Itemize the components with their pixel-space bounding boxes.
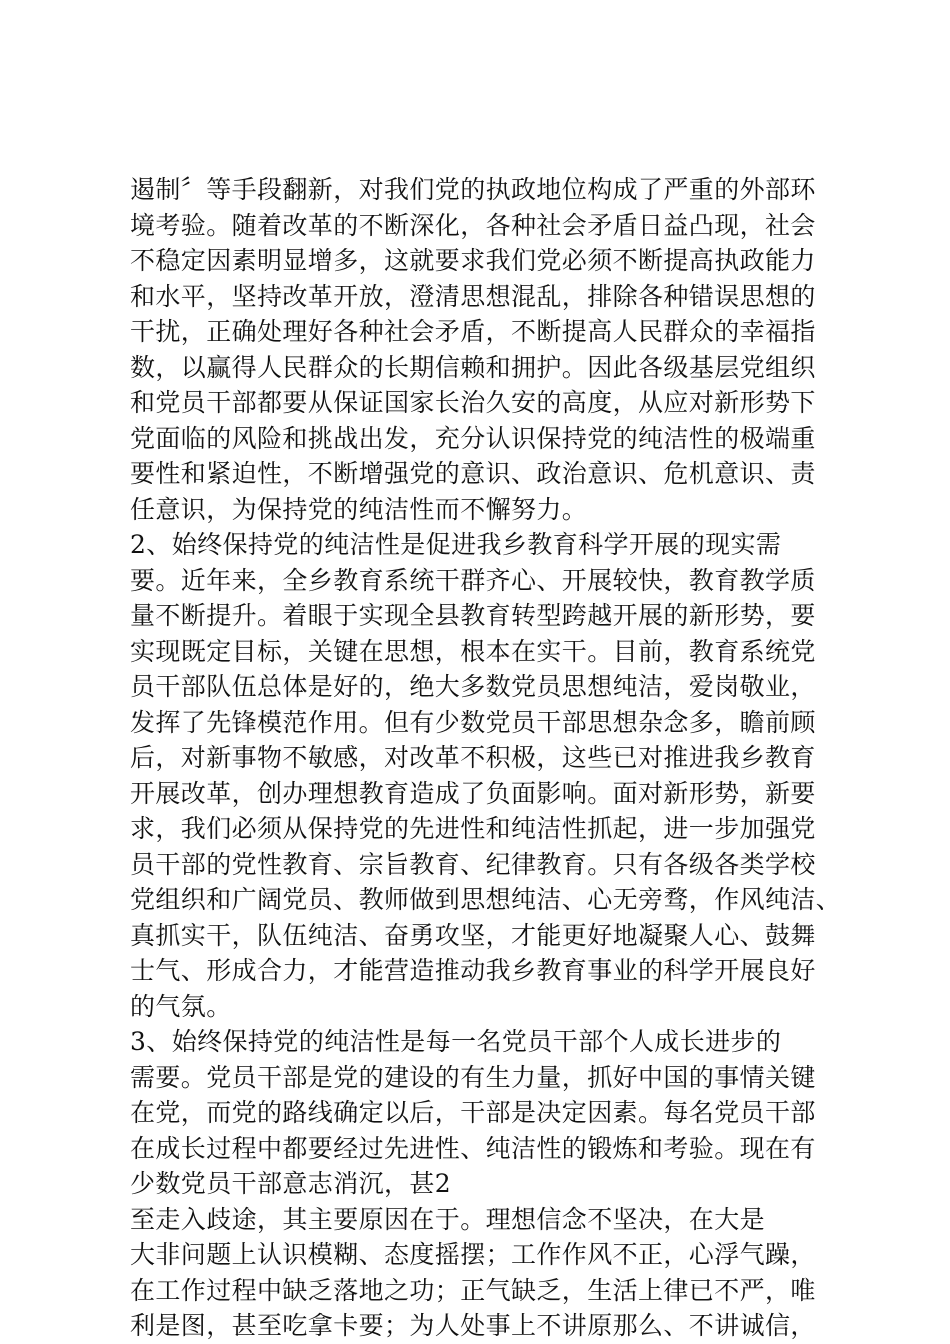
paragraph-3: 3、始终保持党的纯洁性是每一名党员干部个人成长进步的 需要。党员干部是党的建设的有生力量，抓好中国的事情关键 在党，而党的路线确定以后，干部是决定因素。每名党员干部 在成长过程中都要经过先进性、纯洁性的锻炼和考验。现在有 少数党员干部意志消沉，甚2 [130, 1027, 816, 1198]
paragraph-2: 2、始终保持党的纯洁性是促进我乡教育科学开展的现实需 要。近年来，全乡教育系统干群齐心、开展较快，教育教学质 量不断提升。着眼于实现全县教育转型跨越开展的新形势，要 实现既定目标，关键在思想，根本在实干。目前，教育系统党 员干部队伍总体是好的，绝大多数党员思想纯洁，爱岗敬业， 发挥了先锋模范作用。但有少数党员干部思想杂念多，瞻前顾 后，对新事物不敏感，对改革不积极，这些已对推进我乡教育 开展改革，创办理想教育造成了负面影响。面对新形势，新要 求，我们必须从保持党的先进性和纯洁性抓起，进一步加强党 员干部的党性教育、宗旨教育、纪律教育。只有各级各类学校 党组织和广阔党员、教师做到思想纯洁、心无旁骛，作风纯洁、 真抓实干，队伍纯洁、奋勇攻坚，才能更好地凝聚人心、鼓舞 士气、形成合力，才能营造推动我乡教育事业的科学开展良好 的气氛。 [130, 530, 842, 1021]
paragraph-1: 遏制〞等手段翻新，对我们党的执政地位构成了严重的外部环 境考验。随着改革的不断深化，各种社会矛盾日益凸现，社会 不稳定因素明显增多，这就要求我们党必须不断提高执政能力 和水平，坚持改革开放，澄清思想混乱，排除各种错误思想的 干扰，正确处理好各种社会矛盾，不断提高人民群众的幸福指 数，以赢得人民群众的长期信赖和拥护。因此各级基层党组织 和党员干部都要从保证国家长治久安的高度，从应对新形势下 党面临的风险和挑战出发，充分认识保持党的纯洁性的极端重 要性和紧迫性，不断增强党的意识、政治意识、危机意识、责 任意识，为保持党的纯洁性而不懈努力。 [130, 175, 816, 524]
paragraph-4: 至走入歧途，其主要原因在于。理想信念不坚决，在大是 大非问题上认识模糊、态度摇摆；工作作风不正，心浮气躁， 在工作过程中缺乏落地之功；正气缺乏，生活上律已不严，唯 利是图，甚至吃拿卡要；为人处事上不讲原那么、不讲诚信， [130, 1204, 816, 1340]
document-body [130, 172, 850, 1344]
